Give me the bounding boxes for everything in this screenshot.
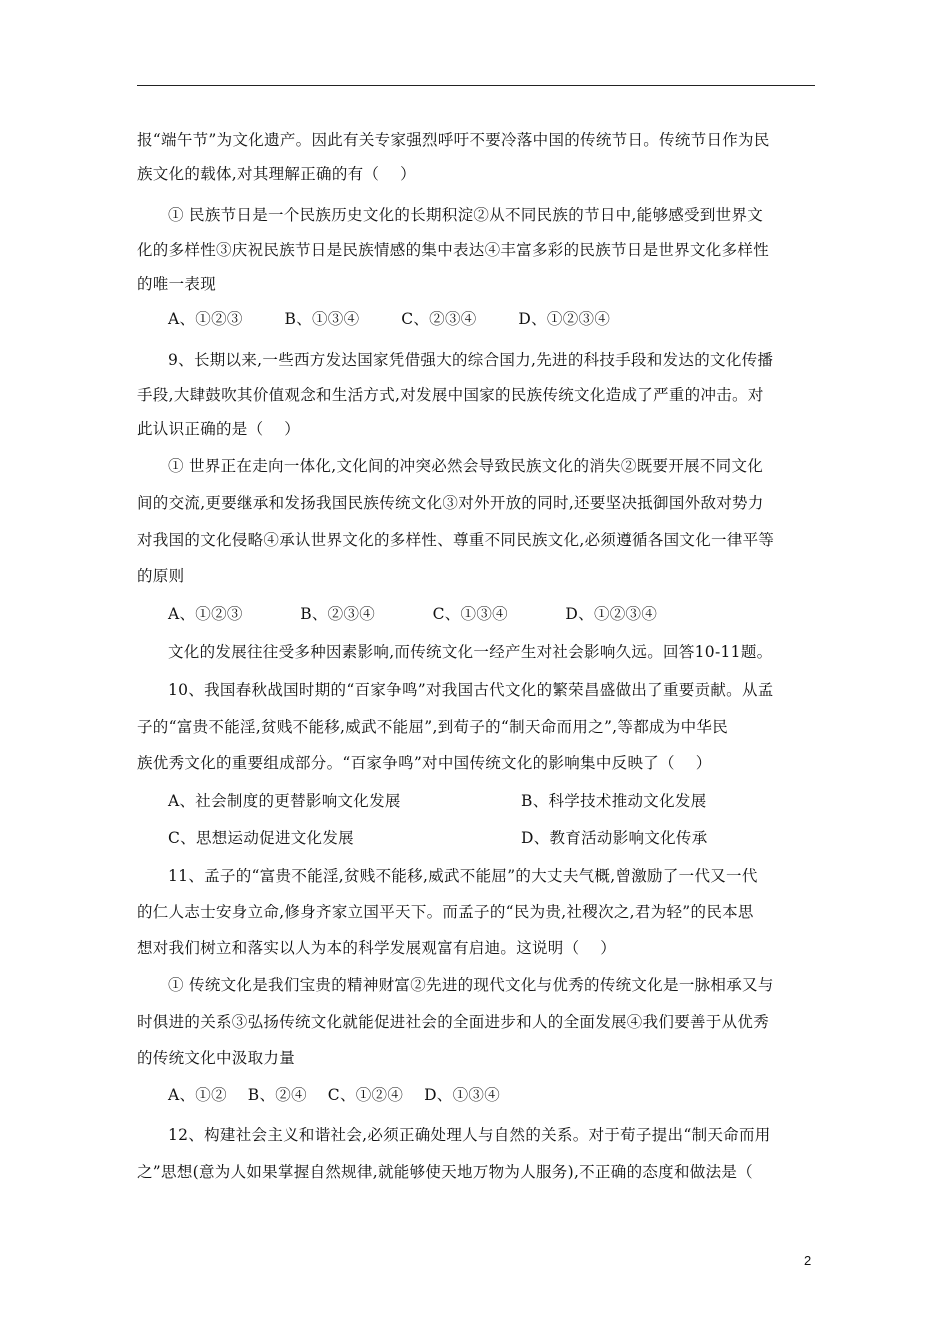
question-9: 9、长期以来,一些西方发达国家凭借强大的综合国力,先进的科技手段和发达的文化传播 xyxy=(168,351,774,369)
text-line: 对我国的文化侵略④承认世界文化的多样性、尊重不同民族文化,必须遵循各国文化一律平等 xyxy=(137,531,775,549)
text-line: 报“端午节”为文化遗产。因此有关专家强烈呼吁不要冷落中国的传统节日。传统节日作为民 xyxy=(137,131,770,149)
text-line: 手段,大肆鼓吹其价值观念和生活方式,对发展中国家的民族传统文化造成了严重的冲击。对 xyxy=(137,386,764,404)
text-line: 族优秀文化的重要组成部分。“百家争鸣”对中国传统文化的影响集中反映了（ ） xyxy=(137,754,712,772)
text-line: 此认识正确的是（ ） xyxy=(137,420,301,438)
text-line: 的原则 xyxy=(137,567,185,585)
text-line: 之”思想(意为人如果掌握自然规律,就能够使天地万物为人服务),不正确的态度和做法是（ xyxy=(137,1163,753,1181)
text-line: 化的多样性③庆祝民族节日是民族情感的集中表达④丰富多彩的民族节日是世界文化多样性 xyxy=(137,241,770,259)
page-number: 2 xyxy=(804,1253,812,1268)
text-line: 子的“富贵不能淫,贫贱不能移,威武不能屈”,到荀子的“制天命而用之”,等都成为中华民 xyxy=(137,718,729,736)
question-11: 11、孟子的“富贵不能淫,贫贱不能移,威武不能屈”的大丈夫气概,曾激励了一代又一代 xyxy=(168,867,758,885)
text-line: 间的交流,更要继承和发扬我国民族传统文化③对外开放的同时,还要坚决抵御国外敌对势力 xyxy=(137,494,764,512)
text-line: ① 传统文化是我们宝贵的精神财富②先进的现代文化与优秀的传统文化是一脉相承又与 xyxy=(168,976,774,994)
question-10: 10、我国春秋战国时期的“百家争鸣”对我国古代文化的繁荣昌盛做出了重要贡献。从孟 xyxy=(168,681,774,699)
text-line: 的仁人志士安身立命,修身齐家立国平天下。而孟子的“民为贵,社稷次之,君为轻”的民本思 xyxy=(137,903,754,921)
text-line: 时俱进的关系③弘扬传统文化就能促进社会的全面进步和人的全面发展④我们要善于从优秀 xyxy=(137,1013,770,1031)
text-line: 的传统文化中汲取力量 xyxy=(137,1049,296,1067)
text-line: ① 民族节日是一个民族历史文化的长期积淀②从不同民族的节日中,能够感受到世界文 xyxy=(168,206,764,224)
text-line: 想对我们树立和落实以人为本的科学发展观富有启迪。这说明（ ） xyxy=(137,939,617,957)
option-b: B、科学技术推动文化发展 xyxy=(521,792,707,810)
text-line: 文化的发展往往受多种因素影响,而传统文化一经产生对社会影响久远。回答10-11题。 xyxy=(168,643,773,661)
option-d: D、教育活动影响文化传承 xyxy=(521,829,708,847)
header-rule xyxy=(137,85,815,86)
answer-options: A、①②③ B、②③④ C、①③④ D、①②③④ xyxy=(168,605,658,623)
option-a: A、社会制度的更替影响文化发展 xyxy=(168,792,401,810)
option-c: C、思想运动促进文化发展 xyxy=(168,829,354,847)
text-line: 的唯一表现 xyxy=(137,275,217,293)
answer-options: A、①② B、②④ C、①②④ D、①③④ xyxy=(168,1086,500,1104)
text-line: 族文化的载体,对其理解正确的有（ ） xyxy=(137,165,416,183)
answer-options: A、①②③ B、①③④ C、②③④ D、①②③④ xyxy=(168,310,611,328)
question-12: 12、构建社会主义和谐社会,必须正确处理人与自然的关系。对于荀子提出“制天命而用 xyxy=(168,1126,771,1144)
text-line: ① 世界正在走向一体化,文化间的冲突必然会导致民族文化的消失②既要开展不同文化 xyxy=(168,457,764,475)
